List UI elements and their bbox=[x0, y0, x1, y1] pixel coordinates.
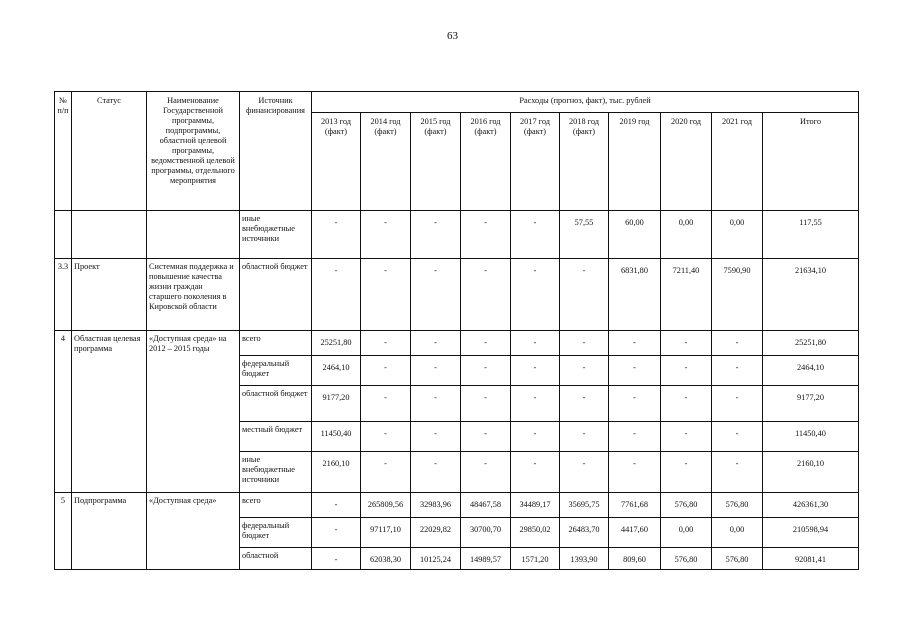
row-value: - bbox=[511, 356, 560, 386]
row-value: - bbox=[609, 386, 661, 422]
row-value: 62038,30 bbox=[361, 548, 411, 570]
row-value: - bbox=[312, 259, 361, 331]
row-value: 26483,70 bbox=[560, 518, 609, 548]
header-year: 2014 год (факт) bbox=[361, 113, 411, 211]
header-num: № п/п bbox=[55, 92, 72, 211]
row-num: 4 bbox=[55, 331, 72, 493]
row-value: - bbox=[560, 452, 609, 493]
row-source: областной бюджет bbox=[240, 386, 312, 422]
row-value: - bbox=[361, 259, 411, 331]
row-value: 97117,10 bbox=[361, 518, 411, 548]
row-value: 6831,80 bbox=[609, 259, 661, 331]
row-value: - bbox=[411, 331, 461, 356]
header-year: 2017 год (факт) bbox=[511, 113, 560, 211]
row-value: - bbox=[312, 518, 361, 548]
row-value: 22029,82 bbox=[411, 518, 461, 548]
row-value: - bbox=[712, 452, 763, 493]
row-source: иные внебюджетные источники bbox=[240, 452, 312, 493]
row-value: 57,55 bbox=[560, 211, 609, 259]
row-value: - bbox=[461, 422, 511, 452]
row-status: Проект bbox=[72, 259, 147, 331]
header-year: 2016 год (факт) bbox=[461, 113, 511, 211]
row-value: 30700,70 bbox=[461, 518, 511, 548]
row-value: - bbox=[560, 331, 609, 356]
row-value: 0,00 bbox=[712, 518, 763, 548]
row-source: федеральный бюджет bbox=[240, 518, 312, 548]
row-total: 92081,41 bbox=[763, 548, 859, 570]
row-source: всего bbox=[240, 493, 312, 518]
row-value: 34489,17 bbox=[511, 493, 560, 518]
row-value: 29850,02 bbox=[511, 518, 560, 548]
row-value: 0,00 bbox=[712, 211, 763, 259]
row-status: Областная целевая программа bbox=[72, 331, 147, 493]
expenses-table bbox=[54, 91, 859, 570]
row-value: - bbox=[712, 356, 763, 386]
row-value: - bbox=[511, 386, 560, 422]
row-source: всего bbox=[240, 331, 312, 356]
header-year: 2013 год (факт) bbox=[312, 113, 361, 211]
row-value: 60,00 bbox=[609, 211, 661, 259]
row-value: 9177,20 bbox=[312, 386, 361, 422]
row-source: федеральный бюджет bbox=[240, 356, 312, 386]
header-year: 2020 год bbox=[661, 113, 712, 211]
row-value: - bbox=[461, 211, 511, 259]
row-source: областной bbox=[240, 548, 312, 570]
row-value: - bbox=[560, 356, 609, 386]
row-value: - bbox=[712, 422, 763, 452]
row-value: - bbox=[411, 356, 461, 386]
row-value: - bbox=[361, 331, 411, 356]
table-row bbox=[55, 259, 859, 331]
row-value: - bbox=[312, 493, 361, 518]
row-value: 809,60 bbox=[609, 548, 661, 570]
row-value: - bbox=[461, 259, 511, 331]
row-value: - bbox=[712, 386, 763, 422]
table-row bbox=[55, 331, 859, 356]
row-value: - bbox=[511, 259, 560, 331]
table-row bbox=[55, 493, 859, 518]
row-total: 9177,20 bbox=[763, 386, 859, 422]
row-name: «Доступная среда» bbox=[147, 493, 240, 570]
row-value: - bbox=[411, 452, 461, 493]
row-total: 210598,94 bbox=[763, 518, 859, 548]
row-value: 7211,40 bbox=[661, 259, 712, 331]
header-year: 2018 год (факт) bbox=[560, 113, 609, 211]
header-expenses: Расходы (прогноз, факт), тыс. рублей bbox=[312, 92, 859, 113]
row-value: - bbox=[609, 356, 661, 386]
row-value: 576,80 bbox=[661, 548, 712, 570]
row-value: 48467,58 bbox=[461, 493, 511, 518]
row-value: - bbox=[312, 211, 361, 259]
row-value: 576,80 bbox=[661, 493, 712, 518]
row-value: - bbox=[312, 548, 361, 570]
row-value: - bbox=[361, 356, 411, 386]
row-total: 426361,30 bbox=[763, 493, 859, 518]
row-value: - bbox=[361, 211, 411, 259]
row-value: 576,80 bbox=[712, 493, 763, 518]
row-value: 7590,90 bbox=[712, 259, 763, 331]
row-value: - bbox=[609, 422, 661, 452]
row-value: - bbox=[560, 386, 609, 422]
row-value: 10125,24 bbox=[411, 548, 461, 570]
row-value: 32983,96 bbox=[411, 493, 461, 518]
row-status: Подпрограмма bbox=[72, 493, 147, 570]
row-value: 35695,75 bbox=[560, 493, 609, 518]
row-name bbox=[147, 211, 240, 259]
row-value: - bbox=[361, 386, 411, 422]
header-year: 2021 год bbox=[712, 113, 763, 211]
header-total: Итого bbox=[763, 113, 859, 211]
row-value: - bbox=[461, 386, 511, 422]
page-number: 63 bbox=[447, 30, 458, 42]
row-value: - bbox=[361, 422, 411, 452]
row-total: 2160,10 bbox=[763, 452, 859, 493]
row-value: 14989,57 bbox=[461, 548, 511, 570]
table-header bbox=[55, 92, 859, 211]
row-value: 265809,56 bbox=[361, 493, 411, 518]
row-name: «Доступная среда» на 2012 – 2015 годы bbox=[147, 331, 240, 493]
row-total: 11450,40 bbox=[763, 422, 859, 452]
row-source: местный бюджет bbox=[240, 422, 312, 452]
table-row bbox=[55, 211, 859, 259]
row-value: 1571,20 bbox=[511, 548, 560, 570]
row-value: - bbox=[511, 452, 560, 493]
row-value: - bbox=[461, 452, 511, 493]
row-value: - bbox=[609, 452, 661, 493]
row-value: 0,00 bbox=[661, 211, 712, 259]
header-status: Статус bbox=[72, 92, 147, 211]
row-total: 21634,10 bbox=[763, 259, 859, 331]
row-value: 25251,80 bbox=[312, 331, 361, 356]
row-value: - bbox=[609, 331, 661, 356]
row-status bbox=[72, 211, 147, 259]
row-source: иные внебюджетные источники bbox=[240, 211, 312, 259]
row-value: - bbox=[661, 331, 712, 356]
row-value: - bbox=[511, 422, 560, 452]
row-value: - bbox=[411, 422, 461, 452]
row-value: 4417,60 bbox=[609, 518, 661, 548]
row-value: 2160,10 bbox=[312, 452, 361, 493]
row-value: 1393,90 bbox=[560, 548, 609, 570]
row-total: 2464,10 bbox=[763, 356, 859, 386]
row-value: - bbox=[661, 386, 712, 422]
header-name: Наименование Государственной программы, подпрограммы, областной целевой программы, ведомственной целевой программы, отдельного мероприятия bbox=[147, 92, 240, 211]
row-value: - bbox=[661, 452, 712, 493]
row-value: - bbox=[560, 259, 609, 331]
row-value: 0,00 bbox=[661, 518, 712, 548]
row-value: - bbox=[661, 422, 712, 452]
row-value: - bbox=[361, 452, 411, 493]
row-value: 2464,10 bbox=[312, 356, 361, 386]
row-value: 576,80 bbox=[712, 548, 763, 570]
row-value: - bbox=[411, 259, 461, 331]
header-source: Источник финансирования bbox=[240, 92, 312, 211]
row-source: областной бюджет bbox=[240, 259, 312, 331]
row-num bbox=[55, 211, 72, 259]
row-value: - bbox=[661, 356, 712, 386]
row-value: 7761,68 bbox=[609, 493, 661, 518]
row-total: 117,55 bbox=[763, 211, 859, 259]
row-value: - bbox=[461, 356, 511, 386]
row-total: 25251,80 bbox=[763, 331, 859, 356]
row-value: - bbox=[411, 386, 461, 422]
row-value: 11450,40 bbox=[312, 422, 361, 452]
row-value: - bbox=[461, 331, 511, 356]
header-year: 2019 год bbox=[609, 113, 661, 211]
row-value: - bbox=[511, 211, 560, 259]
header-year: 2015 год (факт) bbox=[411, 113, 461, 211]
table-body bbox=[55, 211, 859, 570]
row-value: - bbox=[511, 331, 560, 356]
row-value: - bbox=[712, 331, 763, 356]
row-name: Системная поддержка и повышение качества жизни граждан старшего поколения в Кировской области bbox=[147, 259, 240, 331]
row-value: - bbox=[411, 211, 461, 259]
row-num: 3.3 bbox=[55, 259, 72, 331]
row-num: 5 bbox=[55, 493, 72, 570]
row-value: - bbox=[560, 422, 609, 452]
